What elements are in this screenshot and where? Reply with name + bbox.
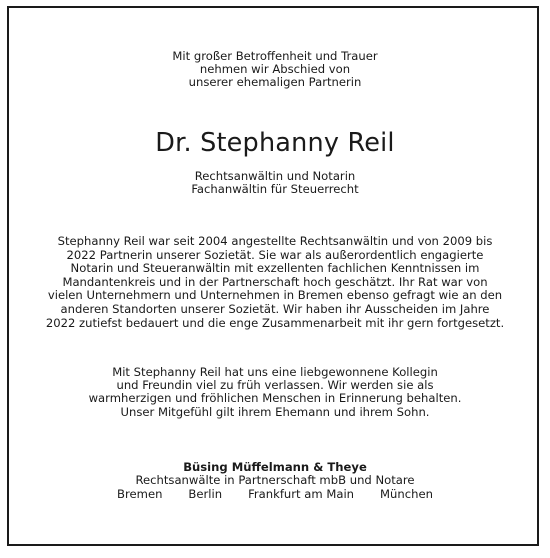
city-frankfurt: Frankfurt am Main <box>248 487 355 502</box>
tribute-paragraph <box>0 235 550 330</box>
intro-line: Mit großer Betroffenheit und Trauer <box>172 49 378 63</box>
intro-line: unserer ehemaligen Partnerin <box>188 75 362 90</box>
condolence-line: und Freundin viel zu früh verlassen. Wir werden sie als <box>116 378 434 393</box>
condolence-paragraph <box>0 366 550 419</box>
deceased-name: Dr. Stephanny Reil <box>155 128 395 158</box>
tribute-line: 2022 Partnerin unserer Sozietät. Sie war als außerordentlich engagierte <box>66 247 484 262</box>
title-line: Fachanwältin für Steuerrecht <box>191 182 359 197</box>
signature-block <box>0 461 550 502</box>
professional-titles <box>0 170 550 196</box>
city-bremen: Bremen <box>117 487 163 502</box>
tribute-line: vielen Unternehmern und Unternehmen in Bremen ebenso gefragt wie an den <box>47 288 503 303</box>
tribute-line: 2022 zutiefst bedauert und die enge Zusammenarbeit mit ihr gern fortgesetzt. <box>45 315 505 330</box>
office-locations <box>0 488 550 502</box>
tribute-line: Mandantenkreis und in der Partnerschaft hoch geschätzt. Ihr Rat war von <box>62 274 488 289</box>
tribute-line: anderen Standorten unserer Sozietät. Wir haben ihr Ausscheiden im Jahre <box>60 301 490 316</box>
intro-line: nehmen wir Abschied von <box>199 62 351 77</box>
firm-subtitle: Rechtsanwälte in Partnerschaft mbB und Notare <box>135 473 415 488</box>
city-muenchen: München <box>380 487 433 502</box>
city-berlin: Berlin <box>188 487 223 502</box>
title-line: Rechtsanwältin und Notarin <box>194 169 356 183</box>
condolence-line: Unser Mitgefühl gilt ihrem Ehemann und ihrem Sohn. <box>120 404 430 419</box>
tribute-line: Stephanny Reil war seit 2004 angestellte Rechtsanwältin und von 2009 bis <box>57 234 493 248</box>
condolence-line: warmherzigen und fröhlichen Menschen in Erinnerung behalten. <box>88 391 462 406</box>
condolence-line: Mit Stephanny Reil hat uns eine liebgewonnene Kollegin <box>112 365 438 379</box>
intro-text <box>0 50 550 90</box>
firm-name: Büsing Müffelmann & Theye <box>183 460 367 474</box>
tribute-line: Notarin und Steueranwältin mit exzellenten fachlichen Kenntnissen im <box>70 261 480 276</box>
